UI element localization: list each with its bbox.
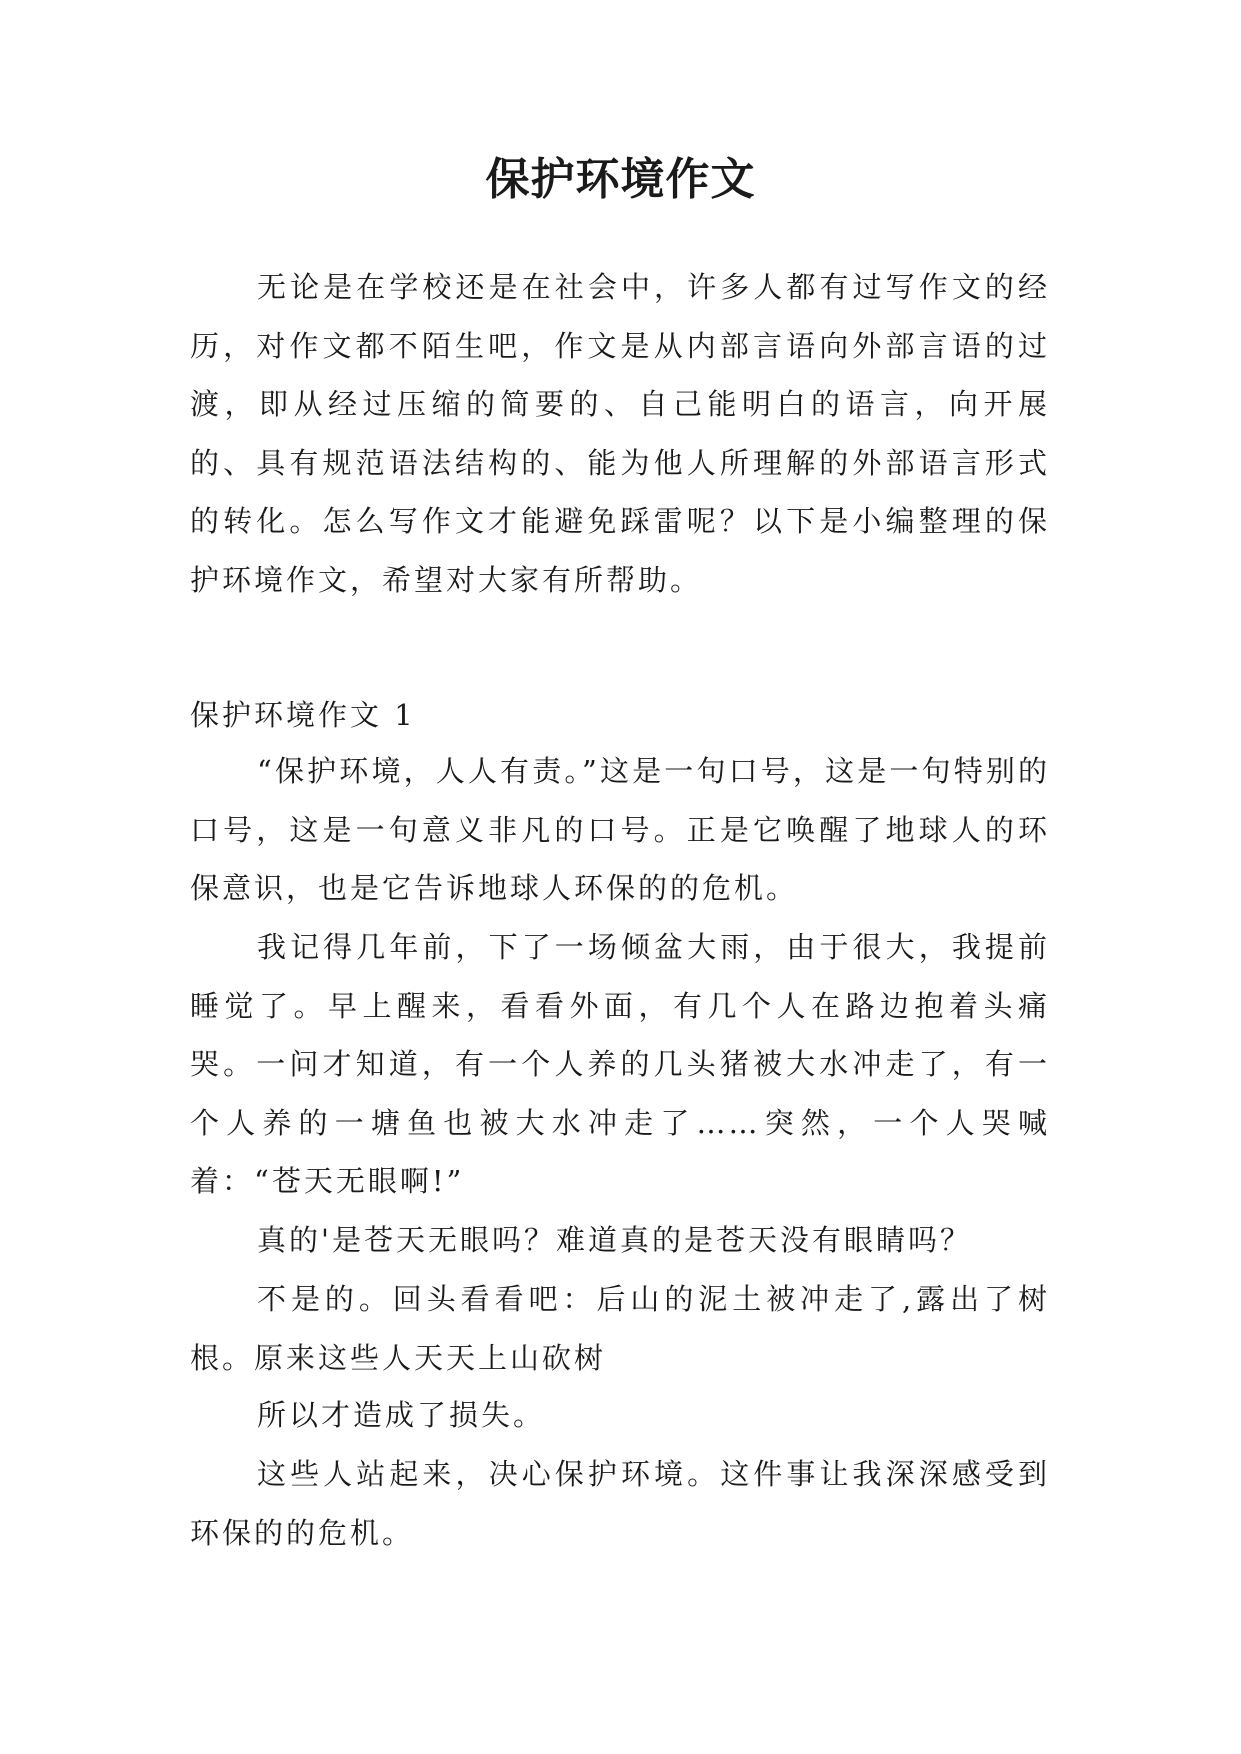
body-paragraph-3: 真的'是苍天无眼吗？难道真的是苍天没有眼睛吗？ xyxy=(257,1223,972,1257)
document-title: 保护环境作文 xyxy=(485,154,756,205)
body-paragraph-6: 这些人站起来，决心保护环境。这件事让我深深感受到环保的的危机。 xyxy=(190,1457,1050,1550)
body-paragraph-5: 所以才造成了损失。 xyxy=(257,1398,546,1432)
body-paragraph-1: “保护环境，人人有责。”这是一句口号，这是一句特别的口号，这是一句意义非凡的口号。正是它唤醒了地球人的环保意识，也是它告诉地球人环保的的危机。 xyxy=(190,754,1050,905)
section-heading: 保护环境作文 1 xyxy=(190,698,416,732)
intro-paragraph: 无论是在学校还是在社会中，许多人都有过写作文的经历，对作文都不陌生吧，作文是从内部言语向外部言语的过渡，即从经过压缩的简要的、自己能明白的语言，向开展的、具有规范语法结构的、能为他人所理解的外部语言形式的转化。怎么写作文才能避免踩雷呢？以下是小编整理的保护环境作文，希望对大家有所帮助。 xyxy=(190,270,1050,597)
body-paragraph-4: 不是的。回头看看吧：后山的泥土被冲走了,露出了树根。原来这些人天天上山砍树 xyxy=(190,1282,1050,1375)
body-paragraph-2: 我记得几年前，下了一场倾盆大雨，由于很大，我提前睡觉了。早上醒来，看看外面，有几个人在路边抱着头痛哭。一问才知道，有一个人养的几头猪被大水冲走了，有一个人养的一塘鱼也被大水冲走了……突然，一个人哭喊着：“苍天无眼啊!” xyxy=(190,930,1050,1198)
